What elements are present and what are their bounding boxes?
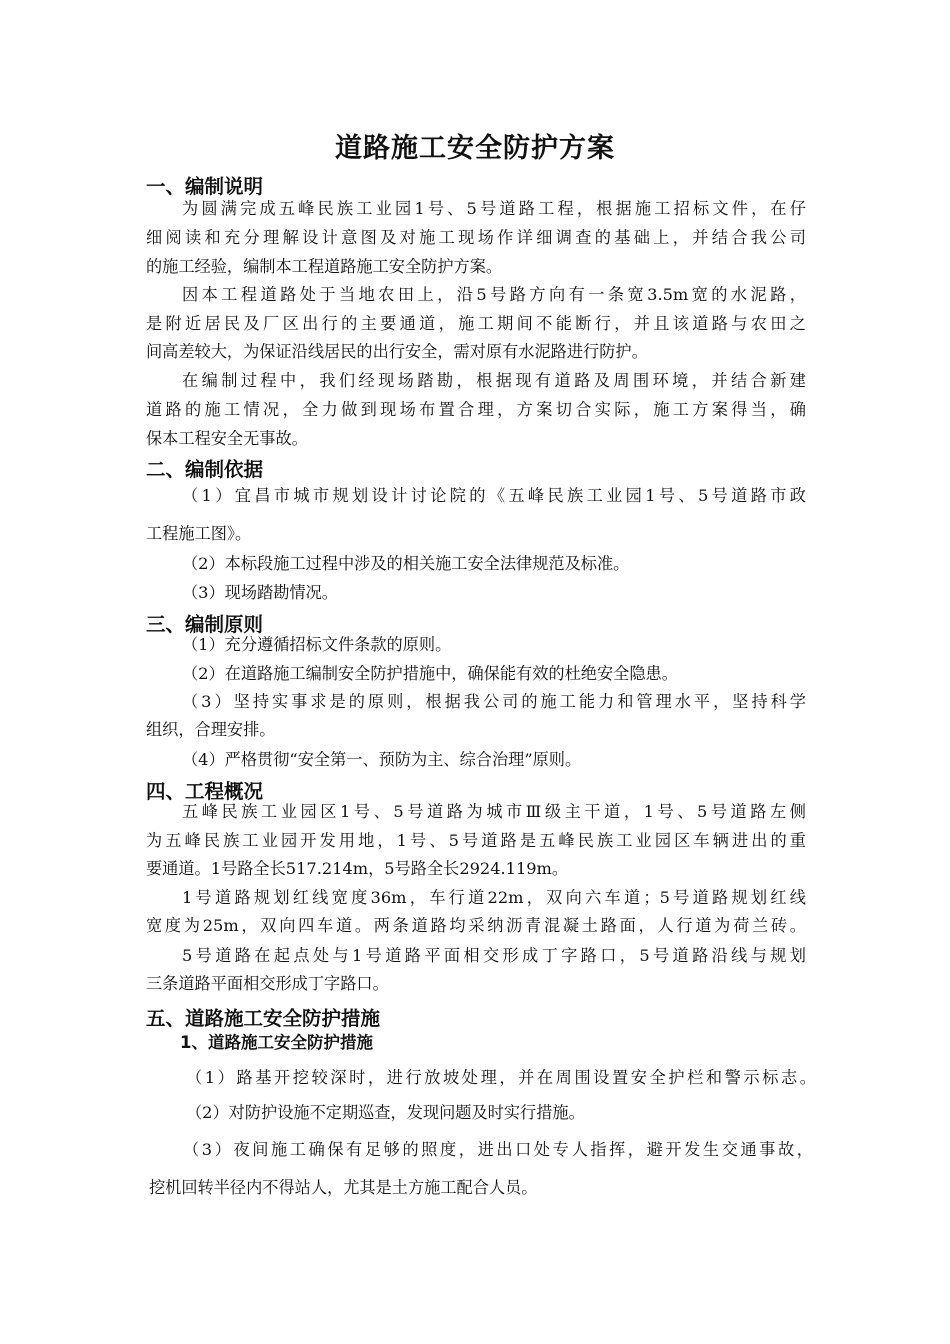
paragraph-line: （1）充分遵循招标文件条款的原则。 — [182, 635, 452, 654]
paragraph-line: 保本工程安全无事故。 — [146, 429, 308, 448]
paragraph-line: 1号道路规划红线宽度36m，车行道22m，双向六车道；5号道路规划红线 — [182, 888, 806, 907]
paragraph-line: 道路的施工情况，全力做到现场布置合理，方案切合实际，施工方案得当，确 — [146, 400, 806, 419]
paragraph-line: （4）严格贯彻“安全第一、预防为主、综合治理”原则。 — [182, 750, 582, 769]
paragraph-line: 挖机回转半径内不得站人，尤其是土方施工配合人员。 — [149, 1178, 538, 1197]
paragraph-line: 细阅读和充分理解设计意图及对施工现场作详细调查的基础上，并结合我公司 — [146, 228, 806, 247]
paragraph-line: 五峰民族工业园区1号、5号道路为城市Ⅲ级主干道，1号、5号道路左侧 — [182, 802, 806, 821]
paragraph-line: （2）本标段施工过程中涉及的相关施工安全法律规范及标准。 — [182, 554, 630, 573]
paragraph-line: 是附近居民及厂区出行的主要通道，施工期间不能断行，并且该道路与农田之 — [146, 314, 806, 333]
paragraph-line: 组织，合理安排。 — [146, 720, 276, 739]
paragraph-line: 三条道路平面相交形成丁字路口。 — [146, 974, 389, 993]
paragraph-line: 为五峰民族工业园开发用地，1号、5号道路是五峰民族工业园区车辆进出的重 — [146, 831, 806, 850]
section-heading-5: 五、道路施工安全防护措施 — [146, 1007, 381, 1030]
paragraph-line: 间高差较大，为保证沿线居民的出行安全，需对原有水泥路进行防护。 — [146, 342, 648, 361]
paragraph-line: （1）路基开挖较深时，进行放坡处理，并在周围设置安全护栏和警示标志。 — [186, 1068, 816, 1087]
paragraph-line: （2）在道路施工编制安全防护措施中，确保能有效的杜绝安全隐患。 — [182, 664, 678, 683]
paragraph-line: 因本工程道路处于当地农田上，沿5号路方向有一条宽3.5m宽的水泥路， — [182, 285, 806, 304]
paragraph-line: 宽度为25m，双向四车道。两条道路均采纳沥青混凝土路面，人行道为荷兰砖。 — [146, 916, 806, 935]
paragraph-line: （2）对防护设施不定期巡查，发现问题及时实行措施。 — [186, 1103, 585, 1122]
paragraph-line: 在编制过程中，我们经现场踏勘，根据现有道路及周围环境，并结合新建 — [182, 371, 806, 390]
section-heading-2: 二、编制依据 — [146, 458, 264, 481]
section-heading-4: 四、工程概况 — [146, 780, 264, 803]
paragraph-line: 为圆满完成五峰民族工业园1号、5号道路工程，根据施工招标文件，在仔 — [182, 199, 806, 218]
paragraph-line: （3）坚持实事求是的原则，根据我公司的施工能力和管理水平，坚持科学 — [182, 692, 806, 711]
paragraph-line: 的施工经验，编制本工程道路施工安全防护方案。 — [146, 257, 503, 276]
section-heading-1: 一、编制说明 — [146, 175, 264, 198]
paragraph-line: 工程施工图》。 — [146, 524, 252, 543]
paragraph-line: （3）现场踏勘情况。 — [182, 583, 338, 602]
document-title: 道路施工安全防护方案 — [335, 133, 615, 164]
paragraph-line: （1）宜昌市城市规划设计讨论院的《五峰民族工业园1号、5号道路市政 — [182, 486, 806, 505]
paragraph-line: （3）夜间施工确保有足够的照度，进出口处专人指挥，避开发生交通事故， — [183, 1140, 813, 1159]
paragraph-line: 要通道。1号路全长517.214m，5号路全长2924.119m。 — [146, 859, 569, 878]
sub-heading: 1、道路施工安全防护措施 — [180, 1033, 373, 1052]
section-heading-3: 三、编制原则 — [146, 613, 264, 636]
paragraph-line: 5号道路在起点处与1号道路平面相交形成丁字路口，5号道路沿线与规划 — [182, 946, 806, 965]
